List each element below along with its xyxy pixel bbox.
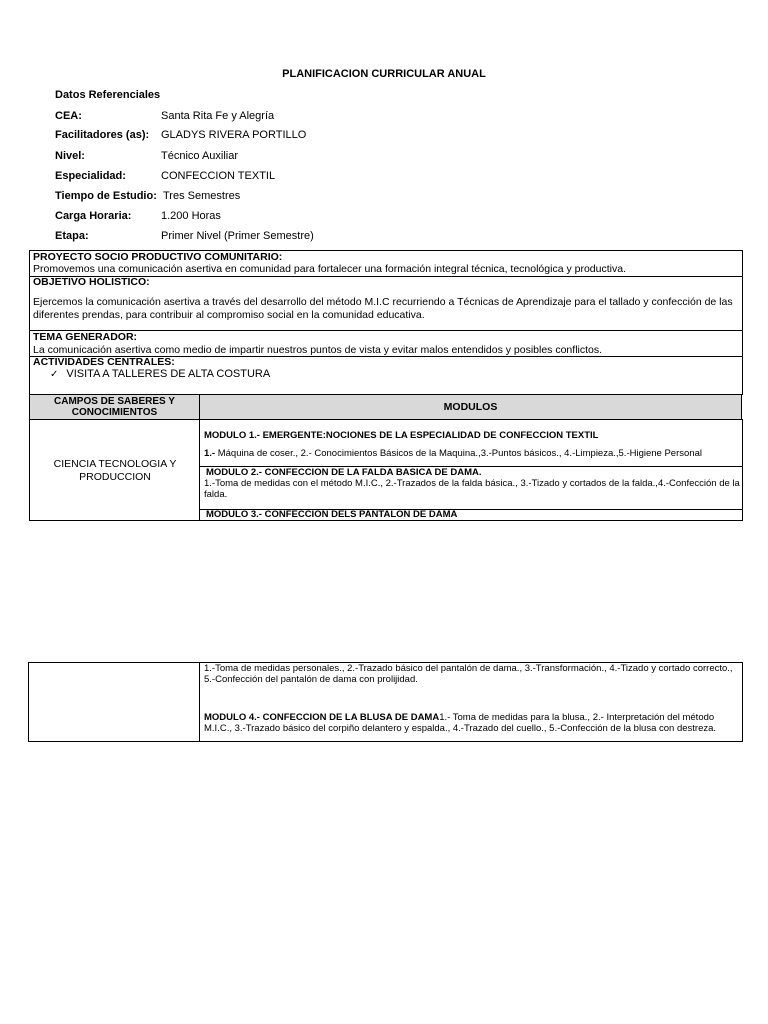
actividades-item: [50, 368, 270, 381]
ref-label: Nivel:: [55, 150, 85, 162]
ref-value: Técnico Auxiliar: [161, 150, 239, 162]
module-1-text: [204, 448, 738, 459]
module-2-title: MODULO 2.- CONFECCION DE LA FALDA BASICA DE DAMA.: [206, 467, 482, 478]
ref-label: Facilitadores (as):: [55, 129, 150, 141]
tema-text: La comunicación asertiva como medio de impartir nuestros puntos de vista y evitar malos entendidos y posibles conflictos.: [33, 344, 603, 356]
proyecto-text: Promovemos una comunicación asertiva en comunidad para fortalecer una formación integral técnica, tecnológica y productiva.: [33, 263, 626, 275]
objetivo-text: Ejercemos la comunicación asertiva a través del desarrollo del método M.I.C recurriendo a Técnicas de Aprendizaje para el tallado y confección de las diferentes prendas, para contribuir al compromiso social en la comunidad educativa.: [33, 296, 733, 321]
ref-value: Tres Semestres: [163, 190, 241, 202]
actividades-text: VISITA A TALLERES DE ALTA COSTURA: [66, 368, 271, 380]
ref-label: Tiempo de Estudio:: [55, 190, 157, 202]
modulos-header: MODULOS: [199, 394, 742, 420]
module-1-content: Máquina de coser., 2.- Conocimientos Básicos de la Maquina.,3.-Puntos básicos., 4.-Limpieza.,5.-Higiene Personal: [215, 448, 702, 459]
module-4-title: MODULO 4.- CONFECCION DE LA BLUSA DE DAMA: [204, 712, 440, 723]
module-1-title: MODULO 1.- EMERGENTE:NOCIONES DE LA ESPECIALIDAD DE CONFECCION TEXTIL: [204, 430, 599, 441]
objetivo-heading: OBJETIVO HOLISTICO:: [33, 276, 150, 288]
module-4-text: 1.- Toma de medidas para la blusa., 2.- Interpretación del método M.I.C., 3.-Trazado básico del corpiño delantero y espalda., 4.-Trazado del cuello., 5.-Confección de la blusa con destreza.: [204, 712, 717, 734]
module-4: [204, 712, 740, 734]
module-1-number: 1.-: [204, 448, 216, 459]
ref-label: Carga Horaria:: [55, 210, 132, 222]
campos-header: CAMPOS DE SABERES Y CONOCIMIENTOS: [29, 394, 200, 420]
module-2-text: 1.-Toma de medidas con el método M.I.C., 2.-Trazados de la falda básica., 3.-Tizado y cortados de la falda.,4.-Confección de la falda.: [204, 478, 740, 500]
ref-heading: Datos Referenciales: [55, 89, 161, 101]
ref-label: Etapa:: [55, 230, 89, 242]
document-title: PLANIFICACION CURRICULAR ANUAL: [282, 68, 486, 80]
checkmark-icon: ✓: [50, 369, 59, 380]
ref-label: Especialidad:: [55, 170, 126, 182]
module-3-text: 1.-Toma de medidas personales., 2.-Trazado básico del pantalón de dama., 3.-Transformación., 4.-Tizado y cortado correcto., 5.-Confección del pantalón de dama con prolijidad.: [204, 663, 733, 685]
tema-heading: TEMA GENERADOR:: [33, 331, 138, 343]
ref-value: Primer Nivel (Primer Semestre): [161, 230, 314, 242]
proyecto-heading: PROYECTO SOCIO PRODUCTIVO COMUNITARIO:: [33, 251, 283, 263]
campo-cell: CIENCIA TECNOLOGIA Y PRODUCCION: [53, 458, 177, 483]
actividades-heading: ACTIVIDADES CENTRALES:: [33, 356, 175, 368]
ref-value: 1.200 Horas: [161, 210, 221, 222]
column-divider: [199, 662, 200, 742]
ref-value: Santa Rita Fe y Alegría: [161, 110, 275, 122]
module-3-title: MODULO 3.- CONFECCION DELS PANTALON DE DAMA: [206, 509, 458, 520]
ref-value: GLADYS RIVERA PORTILLO: [161, 129, 307, 141]
ref-label: CEA:: [55, 110, 82, 122]
ref-value: CONFECCION TEXTIL: [161, 170, 276, 182]
column-divider: [199, 419, 200, 521]
